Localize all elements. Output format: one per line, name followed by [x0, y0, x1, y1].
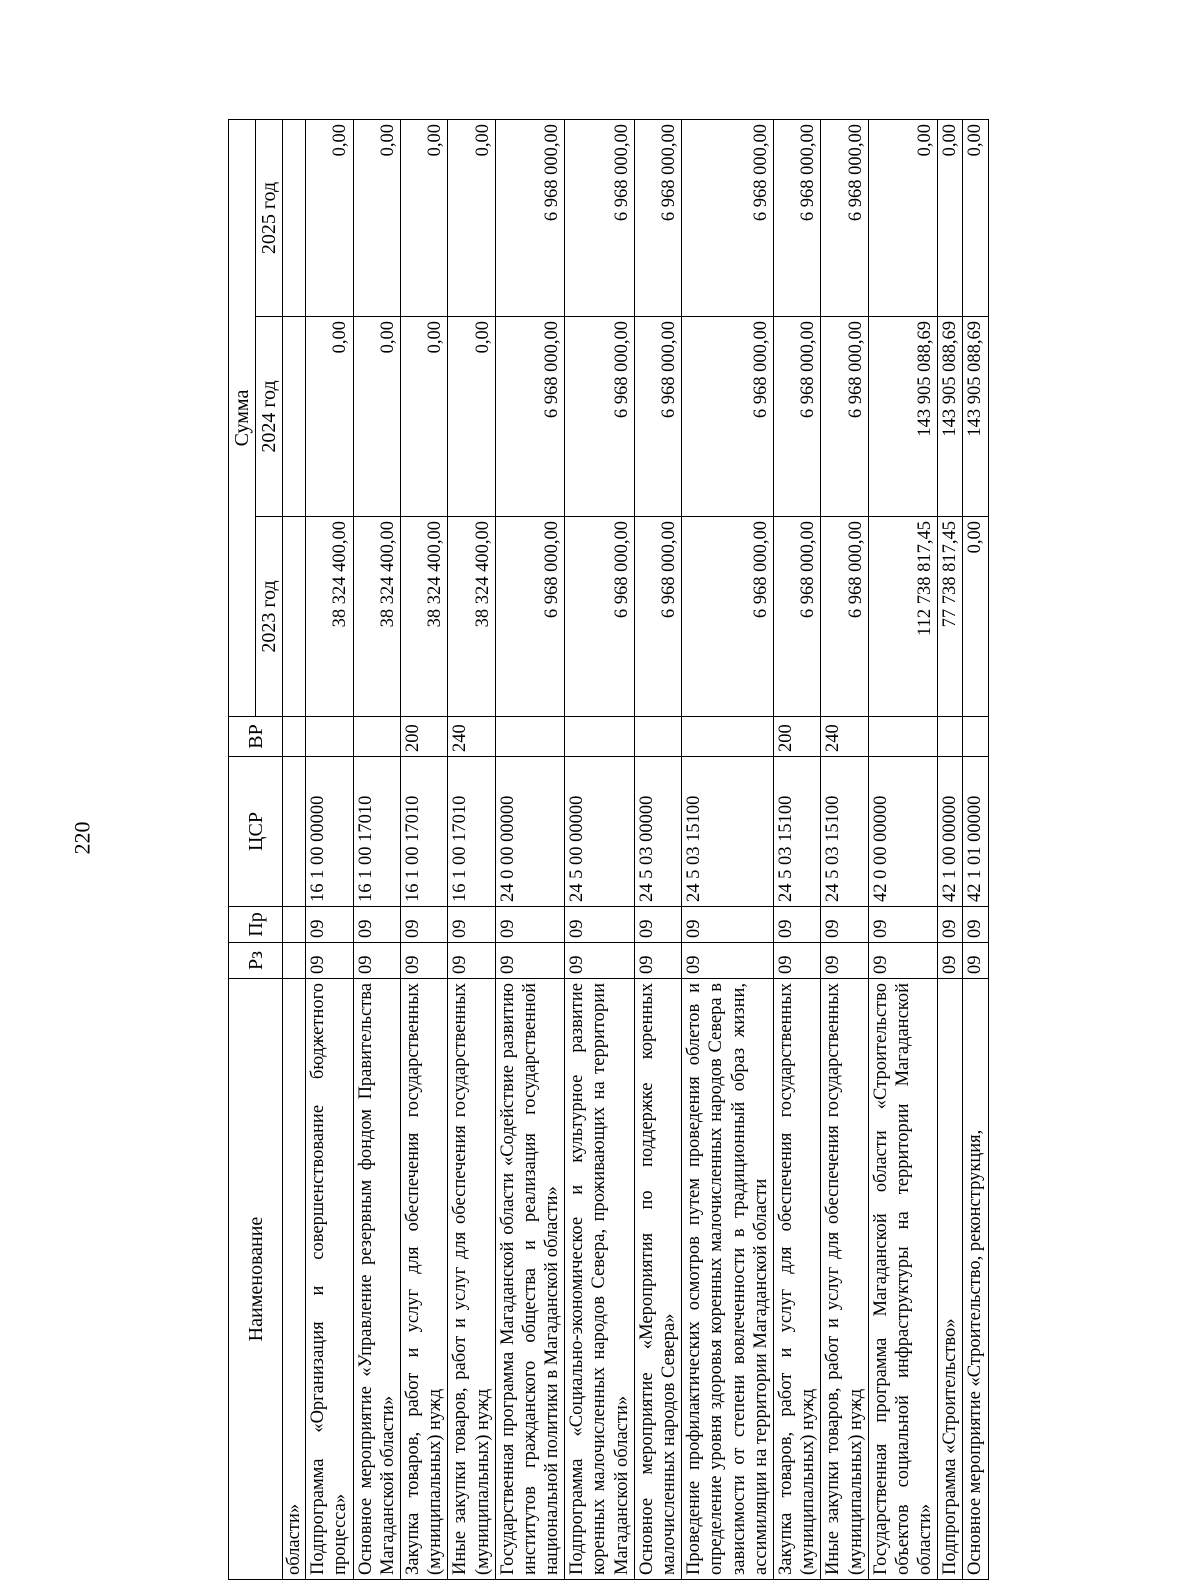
row-csr: 24 5 00 00000 [565, 757, 635, 907]
row-2024: 0,00 [400, 317, 447, 517]
header-rz: Рз [229, 943, 283, 979]
row-name: Государственная программа Магаданской области «Строительство объектов социальной инфраструктуры на территории Магаданской области» [868, 979, 938, 1580]
row-vr [963, 717, 988, 757]
row-vr [682, 717, 774, 757]
row-rz: 09 [963, 943, 988, 979]
row-rz: 09 [565, 943, 635, 979]
table-row [963, 119, 988, 1579]
row-2023: 77 738 817,45 [938, 517, 963, 717]
row-pr: 09 [495, 907, 565, 943]
row-csr: 42 1 01 00000 [963, 757, 988, 907]
row-vr [938, 717, 963, 757]
row-vr [634, 717, 681, 757]
row-2025: 0,00 [306, 119, 353, 316]
row-2023: 6 968 000,00 [773, 517, 820, 717]
row-pr: 09 [306, 907, 353, 943]
row-vr: 200 [400, 717, 447, 757]
row-csr: 42 1 00 00000 [938, 757, 963, 907]
header-2023: 2023 год [256, 517, 283, 717]
row-2025: 6 968 000,00 [773, 119, 820, 316]
row-2024: 6 968 000,00 [682, 317, 774, 517]
header-csr: ЦСР [229, 757, 283, 907]
row-vr: 200 [773, 717, 820, 757]
table-row [938, 119, 963, 1579]
table-row [353, 119, 400, 1579]
table-row [306, 119, 353, 1579]
row-name: Подпрограмма «Строительство» [938, 979, 963, 1580]
header-summa: Сумма [229, 119, 256, 716]
continued-row-cell [283, 943, 306, 979]
row-2025: 0,00 [448, 119, 495, 316]
row-pr: 09 [448, 907, 495, 943]
row-csr: 16 1 00 17010 [448, 757, 495, 907]
row-pr: 09 [565, 907, 635, 943]
row-vr [868, 717, 938, 757]
row-pr: 09 [400, 907, 447, 943]
row-2023: 6 968 000,00 [682, 517, 774, 717]
row-rz: 09 [634, 943, 681, 979]
continued-row-cell [283, 119, 306, 316]
table-row [868, 119, 938, 1579]
table-row [400, 119, 447, 1579]
row-2023: 6 968 000,00 [565, 517, 635, 717]
row-2025: 6 968 000,00 [634, 119, 681, 316]
row-2024: 6 968 000,00 [773, 317, 820, 517]
row-2025: 6 968 000,00 [565, 119, 635, 316]
row-2023: 38 324 400,00 [448, 517, 495, 717]
table-row [821, 119, 868, 1579]
row-2025: 0,00 [963, 119, 988, 316]
row-vr: 240 [821, 717, 868, 757]
table-row [565, 119, 635, 1579]
row-pr: 09 [682, 907, 774, 943]
header-2024: 2024 год [256, 317, 283, 517]
row-name: Основное мероприятие «Мероприятия по поддержке коренных малочисленных народов Севера» [634, 979, 681, 1580]
row-2024: 0,00 [353, 317, 400, 517]
row-2023: 6 968 000,00 [495, 517, 565, 717]
header-vr: ВР [229, 717, 283, 757]
row-pr: 09 [353, 907, 400, 943]
row-rz: 09 [353, 943, 400, 979]
row-csr: 24 5 03 15100 [682, 757, 774, 907]
row-rz: 09 [495, 943, 565, 979]
table-row [682, 119, 774, 1579]
row-pr: 09 [634, 907, 681, 943]
row-csr: 24 5 03 15100 [773, 757, 820, 907]
row-2025: 0,00 [938, 119, 963, 316]
row-2024: 143 905 088,69 [963, 317, 988, 517]
row-2025: 0,00 [868, 119, 938, 316]
row-2025: 0,00 [353, 119, 400, 316]
row-vr [353, 717, 400, 757]
row-2023: 38 324 400,00 [400, 517, 447, 717]
row-2024: 6 968 000,00 [634, 317, 681, 517]
row-2025: 6 968 000,00 [495, 119, 565, 316]
row-rz: 09 [938, 943, 963, 979]
row-pr: 09 [963, 907, 988, 943]
continued-row-name: области» [283, 979, 306, 1580]
row-rz: 09 [821, 943, 868, 979]
row-rz: 09 [773, 943, 820, 979]
row-vr [565, 717, 635, 757]
row-name: Основное мероприятие «Управление резервным фондом Правительства Магаданской области» [353, 979, 400, 1580]
continued-row-cell [283, 907, 306, 943]
row-csr: 16 1 00 17010 [400, 757, 447, 907]
budget-table-rotated [228, 120, 986, 1580]
row-name: Государственная программа Магаданской области «Содействие развитию институтов гражданского общества и реализация государственной национальной политики в Магаданской области» [495, 979, 565, 1580]
row-2023: 112 738 817,45 [868, 517, 938, 717]
table-row [773, 119, 820, 1579]
continued-row-cell [283, 517, 306, 717]
row-csr: 24 5 03 15100 [821, 757, 868, 907]
row-csr: 16 1 00 17010 [353, 757, 400, 907]
row-rz: 09 [306, 943, 353, 979]
row-2025: 6 968 000,00 [682, 119, 774, 316]
row-2025: 6 968 000,00 [821, 119, 868, 316]
row-rz: 09 [400, 943, 447, 979]
row-vr [306, 717, 353, 757]
row-2024: 6 968 000,00 [495, 317, 565, 517]
row-name: Закупка товаров, работ и услуг для обеспечения государственных (муниципальных) нужд [773, 979, 820, 1580]
table-row [634, 119, 681, 1579]
budget-table [228, 119, 989, 1580]
header-2025: 2025 год [256, 119, 283, 316]
row-2024: 6 968 000,00 [565, 317, 635, 517]
row-rz: 09 [448, 943, 495, 979]
row-2023: 38 324 400,00 [306, 517, 353, 717]
row-2025: 0,00 [400, 119, 447, 316]
row-pr: 09 [938, 907, 963, 943]
continued-row [283, 119, 306, 1579]
row-2024: 143 905 088,69 [868, 317, 938, 517]
row-rz: 09 [868, 943, 938, 979]
row-csr: 24 5 03 00000 [634, 757, 681, 907]
row-2023: 6 968 000,00 [821, 517, 868, 717]
row-2023: 0,00 [963, 517, 988, 717]
header-row-1 [229, 119, 256, 1579]
row-pr: 09 [821, 907, 868, 943]
row-2024: 0,00 [306, 317, 353, 517]
row-vr: 240 [448, 717, 495, 757]
row-name: Закупка товаров, работ и услуг для обеспечения государственных (муниципальных) нужд [400, 979, 447, 1580]
row-name: Подпрограмма «Социально-экономическое и культурное развитие коренных малочисленных народов Севера, проживающих на территории Магаданской области» [565, 979, 635, 1580]
table-row [448, 119, 495, 1579]
row-pr: 09 [773, 907, 820, 943]
row-rz: 09 [682, 943, 774, 979]
page-number: 220 [69, 821, 94, 855]
continued-row-cell [283, 717, 306, 757]
row-name: Проведение профилактических осмотров путем проведения облетов и определение уровня здоровья коренных малочисленных народов Севера в зависимости от степени вовлеченности в традиционный образ жизни, ассимиляции на территории Магаданской области [682, 979, 774, 1580]
row-2024: 143 905 088,69 [938, 317, 963, 517]
row-2024: 0,00 [448, 317, 495, 517]
row-pr: 09 [868, 907, 938, 943]
row-2023: 38 324 400,00 [353, 517, 400, 717]
row-name: Основное мероприятие «Строительство, реконструкция, [963, 979, 988, 1580]
row-csr: 24 0 00 00000 [495, 757, 565, 907]
row-name: Подпрограмма «Организация и совершенствование бюджетного процесса» [306, 979, 353, 1580]
row-name: Иные закупки товаров, работ и услуг для обеспечения государственных (муниципальных) нужд [821, 979, 868, 1580]
row-csr: 16 1 00 00000 [306, 757, 353, 907]
row-csr: 42 0 00 00000 [868, 757, 938, 907]
header-name: Наименование [229, 979, 283, 1580]
header-pr: Пр [229, 907, 283, 943]
row-name: Иные закупки товаров, работ и услуг для обеспечения государственных (муниципальных) нужд [448, 979, 495, 1580]
continued-row-cell [283, 757, 306, 907]
row-2023: 6 968 000,00 [634, 517, 681, 717]
table-row [495, 119, 565, 1579]
continued-row-cell [283, 317, 306, 517]
row-2024: 6 968 000,00 [821, 317, 868, 517]
row-vr [495, 717, 565, 757]
